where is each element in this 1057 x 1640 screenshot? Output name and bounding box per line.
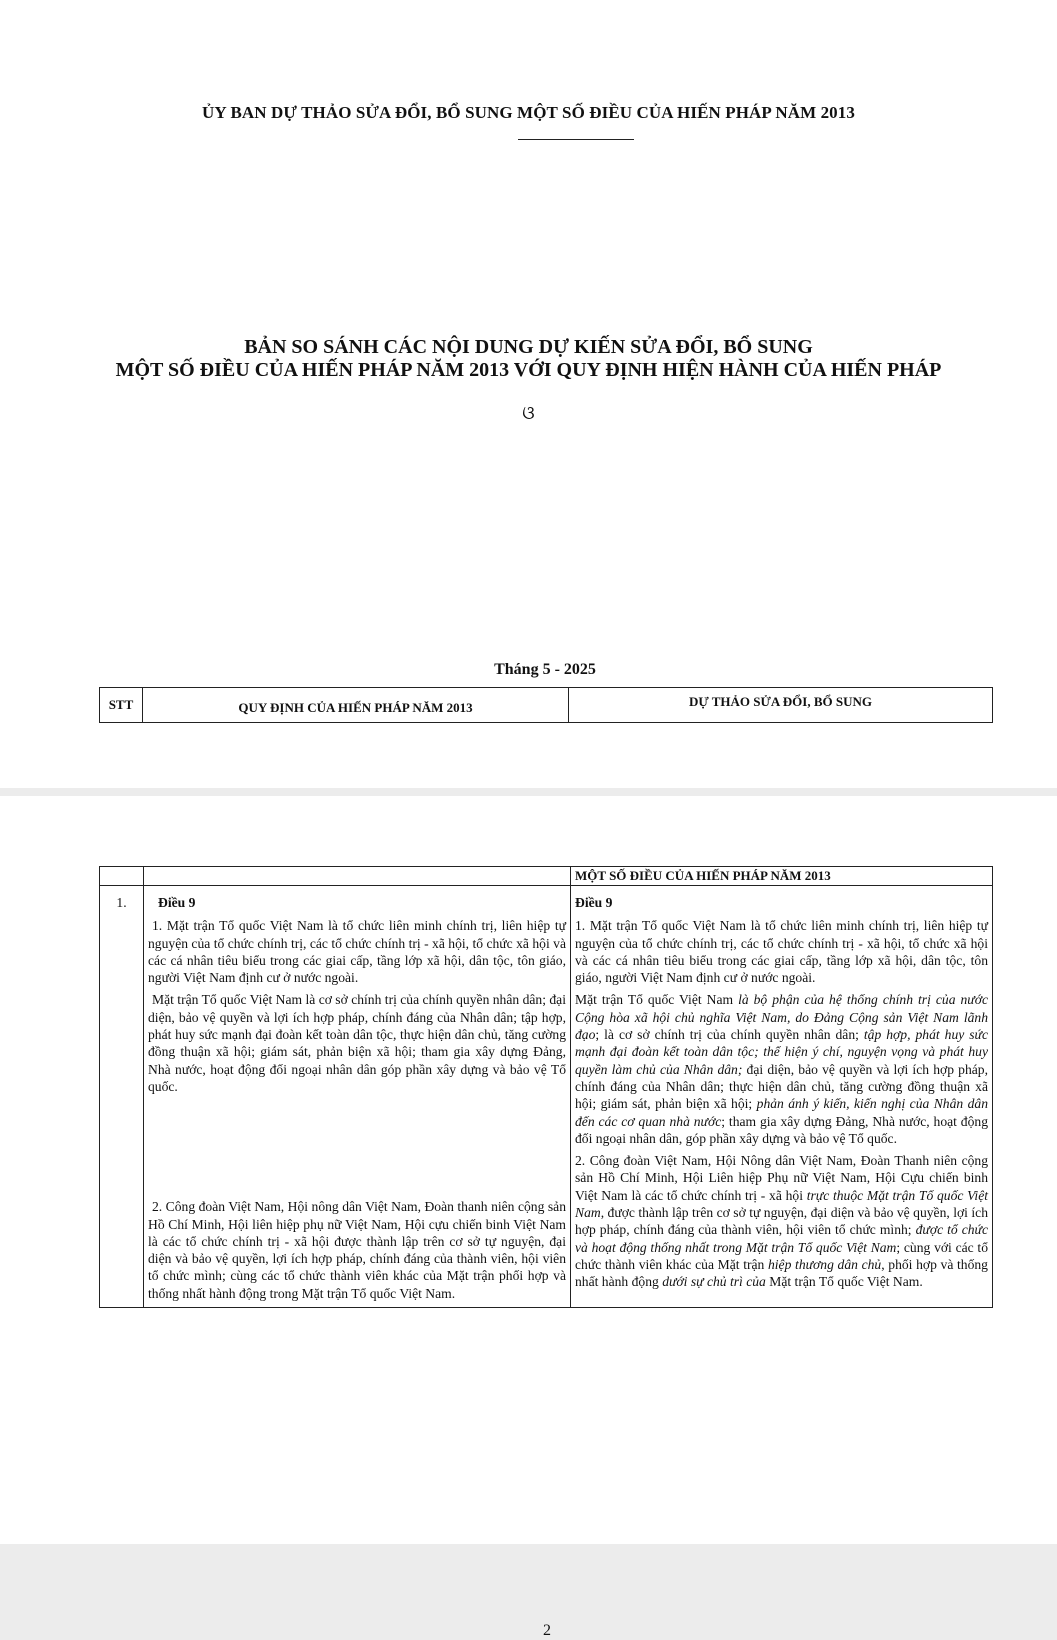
comparison-table (99, 866, 993, 1308)
header-continuation: MỘT SỐ ĐIỀU CỦA HIẾN PHÁP NĂM 2013 (571, 867, 993, 886)
amended-text: dưới sự chủ trì của (662, 1274, 766, 1290)
right-clause-2: 2. Công đoàn Việt Nam, Hội Nông dân Việt Nam, Đoàn Thanh niên cộng sản Hồ Chí Minh, Hội Liên hiệp Phụ nữ Việt Nam, Hội Cựu chiến binh Việt Nam là các tổ chức chính trị - xã hội trực thuộc Mặt trận Tổ quốc Việt Nam, được thành lập trên cơ sở tự nguyện, đại diện và bảo vệ quyền, lợi ích hợp pháp, chính đáng của thành viên, hội viên tổ chức mình; được tổ chức và hoạt động thống nhất trong Mặt trận Tổ quốc Việt Nam; cùng với các tổ chức thành viên khác của Mặt trận hiệp thương dân chủ, phối hợp và thống nhất hành động dưới sự chủ trì của Mặt trận Tổ quốc Việt Nam. (575, 1153, 989, 1290)
header-current-provision: QUY ĐỊNH CỦA HIẾN PHÁP NĂM 2013 (143, 688, 569, 722)
ornament-icon: ଓ (522, 403, 535, 423)
committee-heading: ỦY BAN DỰ THẢO SỬA ĐỔI, BỔ SUNG MỘT SỐ ĐIỀU CỦA HIẾN PHÁP NĂM 2013 (202, 103, 855, 122)
comparison-table-header (99, 687, 993, 723)
header-stt: STT (100, 688, 143, 722)
amended-text: được tổ chức và hoạt động thống nhất trong Mặt trận Tổ quốc Việt Nam (575, 1222, 988, 1255)
right-clause-1-paragraph-2: Mặt trận Tổ quốc Việt Nam là bộ phận của hệ thống chính trị của nước Cộng hòa xã hội chủ nghĩa Việt Nam, do Đảng Cộng sản Việt Nam lãnh đạo; là cơ sở chính trị của chính quyền nhân dân; tập hợp, phát huy sức mạnh đại đoàn kết toàn dân tộc; thể hiện ý chí, nguyện vọng và phát huy quyền làm chủ của Nhân dân; đại diện, bảo vệ quyền và lợi ích hợp pháp, chính đáng của Nhân dân; thực hiện dân chủ, tăng cường đồng thuận xã hội; giám sát, phản biện xã hội; phản ánh ý kiến, kiến nghị của Nhân dân đến các cơ quan nhà nước; tham gia xây dựng Đảng, Nhà nước, hoạt động đối ngoại nhân dân, góp phần xây dựng và bảo vệ Tổ quốc. (575, 992, 988, 1146)
document-title-line-2: MỘT SỐ ĐIỀU CỦA HIẾN PHÁP NĂM 2013 VỚI QUY ĐỊNH HIỆN HÀNH CỦA HIẾN PHÁP (115, 359, 942, 381)
current-provision-cell (144, 886, 571, 1308)
amended-text: hiệp thương dân chủ (767, 1256, 882, 1272)
document-page-1 (0, 0, 1057, 788)
amended-text: là bộ phận của hệ thống chính trị của nước Cộng hòa xã hội chủ nghĩa Việt Nam, do Đảng Cộng sản Việt Nam lãnh đạo (575, 992, 988, 1043)
left-article-title: Điều 9 (158, 895, 196, 910)
draft-amendment-cell (571, 886, 993, 1308)
document-date: Tháng 5 - 2025 (494, 661, 596, 678)
header-continuation-row (100, 867, 993, 886)
left-clause-1: 1. Mặt trận Tổ quốc Việt Nam là tổ chức liên minh chính trị, liên hiệp tự nguyện của tổ chức chính trị, các tổ chức chính trị - xã hội, tổ chức xã hội và các cá nhân tiêu biểu trong các giai cấp, tầng lớp xã hội, dân tộc, tôn giáo, người Việt Nam định cư ở nước ngoài. (148, 918, 566, 986)
header-draft-amendment: DỰ THẢO SỬA ĐỔI, BỔ SUNG (689, 694, 872, 709)
amended-text: tập hợp, phát huy sức mạnh đại đoàn kết toàn dân tộc; thể hiện ý chí, nguyện vọng và phát huy quyền làm chủ của Nhân dân; (575, 1027, 988, 1077)
amended-text: trực thuộc Mặt trận Tổ quốc Việt Nam (575, 1187, 989, 1221)
row-stt: 1. (100, 886, 144, 1308)
left-clause-2: 2. Công đoàn Việt Nam, Hội nông dân Việt Nam, Đoàn thanh niên cộng sản Hồ Chí Minh, Hội liên hiệp phụ nữ Việt Nam, Hội cựu chiến binh Việt Nam là các tổ chức chính trị - xã hội được thành lập trên cơ sở tự nguyện, đại diện và bảo vệ quyền, lợi ích hợp pháp, chính đáng của thành viên, hội viên tổ chức mình; cùng các tổ chức thành viên khác của Mặt trận phối hợp và thống nhất hành động trong Mặt trận Tổ quốc Việt Nam. (148, 1199, 566, 1301)
page-number: 2 (543, 1622, 551, 1639)
document-title-line-1: BẢN SO SÁNH CÁC NỘI DUNG DỰ KIẾN SỬA ĐỔI, BỔ SUNG (244, 336, 813, 358)
amended-text: phản ánh ý kiến, kiến nghị của Nhân dân đến các cơ quan nhà nước (575, 1096, 988, 1129)
table-row (100, 886, 993, 1308)
left-clause-1-paragraph-2: Mặt trận Tổ quốc Việt Nam là cơ sở chính trị của chính quyền nhân dân; đại diện, bảo vệ quyền và lợi ích hợp pháp, chính đáng của Nhân dân; tập hợp, phát huy sức mạnh đại đoàn kết toàn dân tộc, thực hiện dân chủ, tăng cường đồng thuận xã hội; giám sát, phản biện xã hội; tham gia xây dựng Đảng, Nhà nước, hoạt động đối ngoại nhân dân góp phần xây dựng và bảo vệ Tổ quốc. (148, 992, 566, 1094)
right-clause-1: 1. Mặt trận Tổ quốc Việt Nam là tổ chức liên minh chính trị, liên hiệp tự nguyện của tổ chức chính trị, các tổ chức chính trị - xã hội, tổ chức xã hội và các cá nhân tiêu biểu trong các giai cấp, tầng lớp xã hội, dân tộc, tôn giáo, người Việt Nam định cư ở nước ngoài. (575, 918, 988, 986)
right-article-title: Điều 9 (575, 895, 613, 910)
heading-underline (518, 139, 634, 140)
